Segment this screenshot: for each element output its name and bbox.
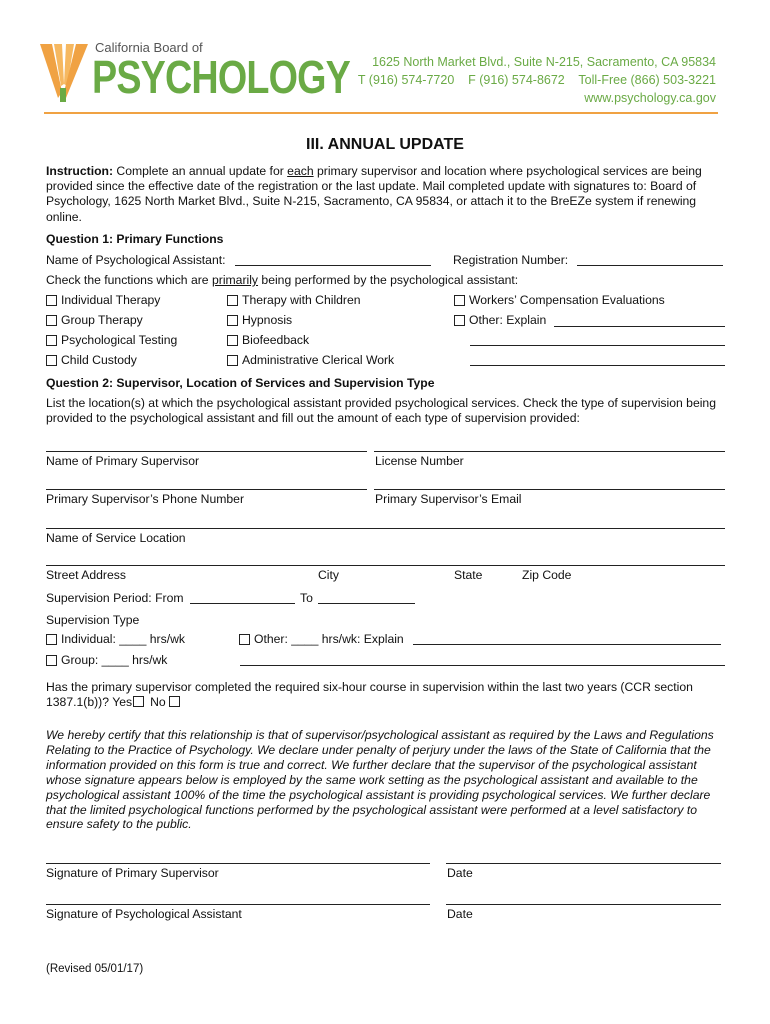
page-title: III. ANNUAL UPDATE	[306, 136, 464, 153]
instruction-text-after: primary supervisor and location where psychological services are being provided since the effective date of the registration or the last update. Mail completed update with signatures to: Board of Psychology, 1625 North Market Blvd., Suite N-215, Sacramento, CA 95834, or attach it to the BreEZe system if renewing online.	[46, 164, 702, 224]
instruction-paragraph	[46, 164, 726, 225]
supervision-type-label: Supervision Type	[46, 613, 140, 627]
supervisor-signature-label: Signature of Primary Supervisor	[46, 866, 219, 880]
revision-footer: (Revised 05/01/17)	[46, 963, 144, 975]
instruction-label: Instruction:	[46, 164, 114, 178]
org-big-name: PSYCHOLOGY	[92, 51, 350, 103]
certification-statement: We hereby certify that this relationship is that of supervisor/psychological assistant as required by the Laws and Regulations Relating to the Practice of Psychology. We declare under penalty of perjury under the laws of the State of California that the information provided on this form is true and correct. We further declare that the supervisor of the psychological assistant whose signature appears below is employed by the same work setting as the psychological assistant and available to the psychological assistant 100% of the time the psychological assistant is providing psychological services. We further declare that the limited psychological functions performed by the psychological assistant were performed at a level satisfactory to ensure safety to the public.	[46, 728, 714, 832]
supervisor-email-field[interactable]	[374, 489, 725, 490]
registration-number-label: Registration Number:	[453, 253, 569, 267]
other-explain-checkbox[interactable]	[454, 315, 465, 326]
header-website: www.psychology.ca.gov	[584, 91, 716, 105]
registration-number-field[interactable]	[577, 265, 723, 266]
therapy-children-label: Therapy with Children	[242, 293, 361, 307]
board-logo	[40, 40, 350, 106]
assistant-signature-label: Signature of Psychological Assistant	[46, 907, 242, 921]
no-checkbox[interactable]	[169, 696, 180, 707]
group-therapy-label: Group Therapy	[61, 313, 143, 327]
course-question-text: Has the primary supervisor completed the required six-hour course in supervision within the last two years (CCR section 1387.1(b))?	[46, 680, 693, 710]
service-location-field[interactable]	[46, 528, 725, 529]
q2-instructions: List the location(s) at which the psychological assistant provided psychological services. Check the type of supervision being provided to the psychological assistant and fill out the amount of each type of supervision provided:	[46, 396, 716, 426]
yes-checkbox[interactable]	[133, 696, 144, 707]
check-functions-text	[46, 273, 518, 287]
supervisor-phone-label: Primary Supervisor’s Phone Number	[46, 492, 245, 506]
other-explain-field-3[interactable]	[470, 365, 725, 366]
assistant-date-field[interactable]	[446, 904, 721, 905]
state-label: State	[454, 568, 483, 582]
license-number-label: License Number	[375, 454, 464, 468]
psych-testing-label: Psychological Testing	[61, 333, 178, 347]
admin-clerical-checkbox[interactable]	[227, 355, 238, 366]
check-text-underlined: primarily	[211, 273, 259, 287]
check-text-after: being performed by the psychological assistant:	[258, 273, 519, 287]
individual-therapy-label: Individual Therapy	[61, 293, 161, 307]
period-to-label: To	[300, 591, 313, 605]
supervisor-date-field[interactable]	[446, 863, 721, 864]
admin-clerical-label: Administrative Clerical Work	[242, 353, 395, 367]
check-text-before: Check the functions which are	[46, 273, 212, 287]
other-explain-label: Other: Explain	[469, 313, 547, 327]
psych-testing-checkbox[interactable]	[46, 335, 57, 346]
biofeedback-label: Biofeedback	[242, 333, 310, 347]
header-address: 1625 North Market Blvd., Suite N-215, Sacramento, CA 95834	[372, 55, 716, 69]
org-small-name: California Board of	[95, 40, 203, 55]
hypnosis-label: Hypnosis	[242, 313, 293, 327]
child-custody-label: Child Custody	[61, 353, 137, 367]
assistant-name-field[interactable]	[235, 265, 431, 266]
city-label: City	[318, 568, 339, 582]
child-custody-checkbox[interactable]	[46, 355, 57, 366]
course-question	[46, 680, 726, 710]
group-supervision-label: Group: ____ hrs/wk	[61, 653, 168, 667]
biofeedback-checkbox[interactable]	[227, 335, 238, 346]
supervisor-phone-field[interactable]	[46, 489, 367, 490]
address-field[interactable]	[46, 565, 725, 566]
workers-comp-label: Workers’ Compensation Evaluations	[469, 293, 665, 307]
logo-mark-icon	[40, 40, 90, 104]
group-supervision-explain-field[interactable]	[240, 665, 725, 666]
individual-supervision-checkbox[interactable]	[46, 634, 57, 645]
assistant-signature-field[interactable]	[46, 904, 430, 905]
assistant-date-label: Date	[447, 907, 473, 921]
other-explain-field[interactable]	[554, 326, 725, 327]
no-label: No	[150, 695, 166, 710]
supervisor-signature-field[interactable]	[46, 863, 430, 864]
instruction-underlined: each	[287, 164, 314, 178]
service-location-label: Name of Service Location	[46, 531, 186, 545]
header-phones: T (916) 574-7720 F (916) 574-8672 Toll-Free (866) 503-3221	[357, 73, 716, 87]
therapy-children-checkbox[interactable]	[227, 295, 238, 306]
yes-label: Yes	[112, 695, 133, 710]
street-address-label: Street Address	[46, 568, 126, 582]
license-number-field[interactable]	[374, 451, 725, 452]
q2-heading: Question 2: Supervisor, Location of Services and Supervision Type	[46, 376, 435, 390]
period-from-field[interactable]	[190, 603, 295, 604]
supervisor-email-label: Primary Supervisor’s Email	[375, 492, 522, 506]
instruction-text-before: Complete an annual update for	[113, 164, 288, 178]
assistant-name-label: Name of Psychological Assistant:	[46, 253, 226, 267]
individual-therapy-checkbox[interactable]	[46, 295, 57, 306]
supervisor-name-label: Name of Primary Supervisor	[46, 454, 200, 468]
supervisor-name-field[interactable]	[46, 451, 367, 452]
workers-comp-checkbox[interactable]	[454, 295, 465, 306]
q1-heading: Question 1: Primary Functions	[46, 232, 224, 246]
supervisor-date-label: Date	[447, 866, 473, 880]
period-to-field[interactable]	[318, 603, 415, 604]
other-supervision-checkbox[interactable]	[239, 634, 250, 645]
zip-code-label: Zip Code	[522, 568, 572, 582]
period-from-label: Supervision Period: From	[46, 591, 184, 605]
group-supervision-checkbox[interactable]	[46, 655, 57, 666]
other-supervision-explain-field[interactable]	[413, 644, 721, 645]
hypnosis-checkbox[interactable]	[227, 315, 238, 326]
individual-supervision-label: Individual: ____ hrs/wk	[61, 632, 185, 646]
other-explain-field-2[interactable]	[470, 345, 725, 346]
group-therapy-checkbox[interactable]	[46, 315, 57, 326]
header-divider	[44, 112, 718, 114]
other-supervision-label: Other: ____ hrs/wk: Explain	[254, 632, 404, 646]
